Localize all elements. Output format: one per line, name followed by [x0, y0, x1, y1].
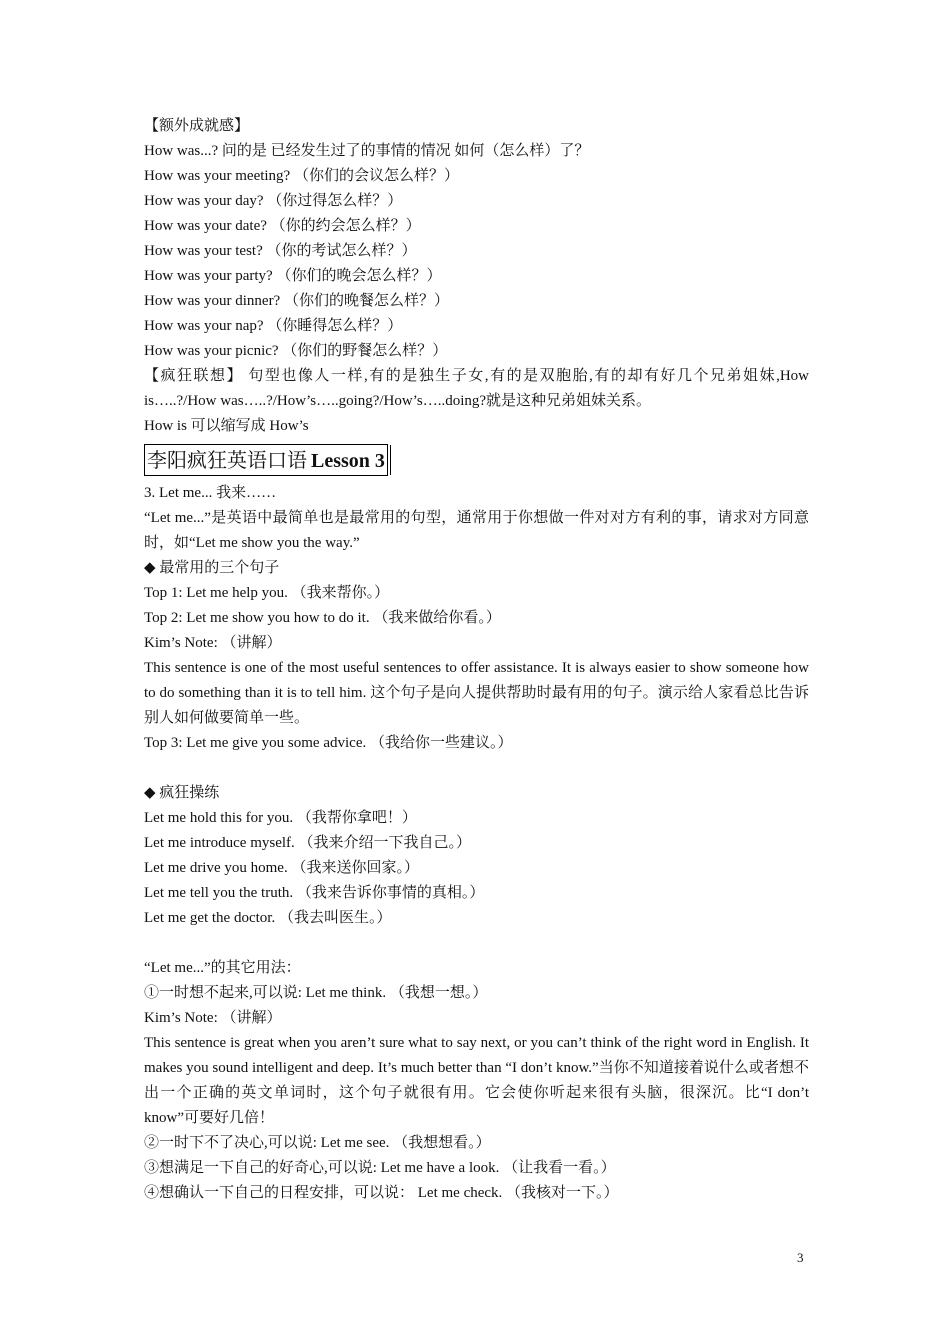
drill-line: Let me drive you home. （我来送你回家。） — [144, 860, 419, 876]
example-line: How was your dinner? （你们的晚餐怎么样？） — [144, 293, 449, 309]
note-paragraph-2: This sentence is great when you aren’t sure what to say next, or you can’t think of the right word in English. It makes you sound intelligent and deep. It’s much better than “I don’t know.”当你不知道接着说什么或者想不出一个正确的英文单词时，这个句子就很有用。它会使你听起来很有头脑，很深沉。比“I don’t know”可要好几倍！ — [144, 1035, 809, 1126]
kims-note-label: Kim’s Note: （讲解） — [144, 635, 282, 651]
drill-line: Let me hold this for you. （我帮你拿吧！） — [144, 810, 417, 826]
blank-line — [144, 931, 809, 956]
lesson-heading-zh: 李阳疯狂英语口语 — [147, 448, 307, 472]
top-sentence-2: Top 2: Let me show you how to do it. （我来做给你看。） — [144, 610, 501, 626]
other-use-4: ④想确认一下自己的日程安排，可以说： Let me check. （我核对一下。） — [144, 1185, 619, 1201]
lesson-description: “Let me...”是英语中最简单也是最常用的句型，通常用于你想做一件对对方有利的事，请求对方同意时，如“Let me show you the way.” — [144, 510, 809, 551]
drill-line: Let me tell you the truth. （我来告诉你事情的真相。） — [144, 885, 485, 901]
lesson-topic: 3. Let me... 我来…… — [144, 485, 277, 501]
top-sentences-title: ◆ 最常用的三个句子 — [144, 560, 280, 576]
blank-line — [144, 756, 809, 781]
extra-title: 【额外成就感】 — [144, 118, 250, 134]
drill-title: ◆ 疯狂操练 — [144, 785, 220, 801]
lesson-heading — [144, 444, 388, 476]
example-line: How was your picnic? （你们的野餐怎么样？） — [144, 343, 448, 359]
other-use-3: ③想满足一下自己的好奇心,可以说: Let me have a look. （让我看一看。） — [144, 1160, 616, 1176]
other-use-1: ①一时想不起来,可以说: Let me think. （我想一想。） — [144, 985, 488, 1001]
other-use-2: ②一时下不了决心,可以说: Let me see. （我想想看。） — [144, 1135, 491, 1151]
association-paragraph: 【疯狂联想】 句型也像人一样,有的是独生子女,有的是双胞胎,有的却有好几个兄弟姐妹,How is…..?/How was…..?/How’s…..going?/How’s…..doing?就是这种兄弟姐妹关系。 — [144, 368, 809, 409]
top-sentence-3: Top 3: Let me give you some advice. （我给你一些建议。） — [144, 735, 513, 751]
example-line: How was your nap? （你睡得怎么样？） — [144, 318, 403, 334]
page-number: 3 — [797, 1250, 804, 1265]
example-line: How was your party? （你们的晚会怎么样？） — [144, 268, 442, 284]
other-uses-title: “Let me...”的其它用法： — [144, 960, 301, 976]
note-paragraph-1: This sentence is one of the most useful sentences to offer assistance. It is always easier to show someone how to do something than it is to tell him. 这个句子是向人提供帮助时最有用的句子。演示给人家看总比告诉别人如何做要简单一些。 — [144, 660, 809, 726]
example-line: How was your date? （你的约会怎么样？） — [144, 218, 421, 234]
extra-intro: How was...? 问的是 已经发生过了的事情的情况 如何（怎么样）了？ — [144, 143, 590, 159]
kims-note-label: Kim’s Note: （讲解） — [144, 1010, 282, 1026]
example-line: How was your day? （你过得怎么样？） — [144, 193, 403, 209]
example-line: How was your meeting? （你们的会议怎么样？） — [144, 168, 459, 184]
contraction-note: How is 可以缩写成 How’s — [144, 418, 309, 434]
lesson-heading-en: Lesson 3 — [311, 450, 385, 472]
example-line: How was your test? （你的考试怎么样？） — [144, 243, 417, 259]
top-sentence-1: Top 1: Let me help you. （我来帮你。） — [144, 585, 390, 601]
document-page — [144, 114, 809, 1206]
drill-line: Let me get the doctor. （我去叫医生。） — [144, 910, 392, 926]
drill-line: Let me introduce myself. （我来介绍一下我自己。） — [144, 835, 472, 851]
